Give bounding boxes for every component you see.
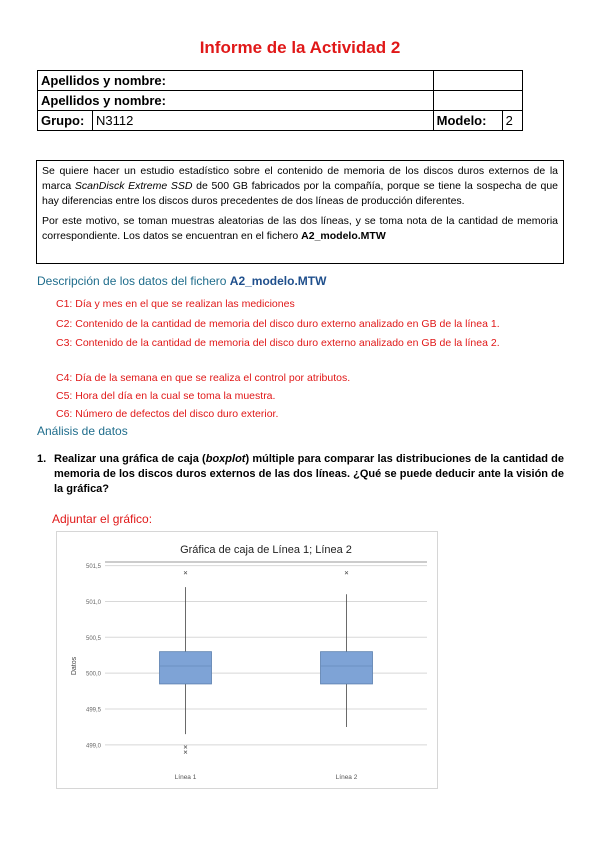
file-name: A2_modelo.MTW	[301, 230, 386, 242]
statement-text: Por este motivo, se toman muestras aleatorias de las dos líneas, y se toma nota de la cantidad de memoria correspondiente. Los datos se encuentran en el fichero	[42, 215, 558, 242]
outlier-point	[184, 751, 187, 754]
problem-statement	[36, 160, 564, 264]
data-description-heading	[37, 274, 326, 288]
column-description-c5: C5: Hora del día en la cual se toma la muestra.	[56, 390, 276, 402]
grupo-label: Grupo:	[38, 111, 93, 131]
statement-text: de 500 GB fabricados por la compañía, porque se tiene la sospecha de que hay diferencias entre los discos duros precedentes de dos líneas de producción diferentes.	[42, 180, 559, 207]
column-description-c1: C1: Día y mes en el que se realizan las mediciones	[56, 298, 295, 310]
x-tick-label: Línea 1	[174, 774, 197, 781]
grupo-value: N3112	[93, 111, 434, 131]
column-description-c6: C6: Número de defectos del disco duro exterior.	[56, 408, 279, 420]
analysis-heading: Análisis de datos	[37, 424, 128, 438]
y-tick-label: 500,5	[85, 635, 101, 642]
question-text-emphasis: boxplot	[205, 453, 246, 465]
boxplot-chart	[57, 532, 437, 788]
y-tick-label: 501,5	[85, 564, 101, 571]
modelo-label: Modelo:	[433, 111, 502, 131]
table-row	[38, 111, 523, 131]
table-row	[38, 91, 523, 111]
y-tick-label: 499,0	[85, 743, 101, 750]
outlier-point	[184, 571, 187, 574]
chart-title: Gráfica de caja de Línea 1; Línea 2	[180, 544, 352, 556]
column-description-c4: C4: Día de la semana en que se realiza el control por atributos.	[56, 372, 351, 384]
outlier-point	[184, 746, 187, 749]
apellidos-value-2[interactable]	[433, 91, 522, 111]
student-info-table	[37, 70, 523, 131]
statement-text: Se quiere hacer un estudio estadístico sobre el contenido de memoria de los discos duros externos de la marca	[42, 165, 558, 192]
apellidos-value-1[interactable]	[433, 71, 522, 91]
column-description-c3: C3: Contenido de la cantidad de memoria del disco duro externo analizado en GB de la línea 2.	[56, 337, 500, 349]
box-iqr	[160, 652, 212, 684]
table-row	[38, 71, 523, 91]
y-tick-label: 501,0	[85, 599, 101, 606]
statement-paragraph-2	[42, 214, 558, 244]
question-number: 1.	[37, 453, 47, 465]
x-tick-label: Línea 2	[335, 774, 358, 781]
boxplot-chart-container	[56, 531, 438, 789]
y-tick-label: 499,5	[85, 707, 101, 714]
statement-paragraph-1	[42, 164, 558, 209]
file-name: A2_modelo.MTW	[229, 274, 327, 288]
brand-name: ScanDisck Extreme SSD	[74, 180, 193, 192]
box-iqr	[321, 652, 373, 684]
y-tick-label: 500,0	[85, 671, 101, 678]
attach-chart-label: Adjuntar el gráfico:	[52, 512, 153, 526]
heading-text: Descripción de los datos del fichero	[37, 274, 230, 288]
question-text-part: ) múltiple para comparar las distribuciones de la cantidad de memoria de los discos duros externos de las dos líneas. ¿Qué se puede deducir ante la visión de la gráfica?	[54, 453, 564, 495]
modelo-value: 2	[502, 111, 522, 131]
question-text	[54, 452, 564, 497]
apellidos-label-1: Apellidos y nombre:	[38, 71, 434, 91]
question-1	[37, 452, 564, 497]
y-axis-label: Datos	[71, 656, 78, 676]
question-text-part: Realizar una gráfica de caja (	[54, 453, 206, 465]
column-description-c2: C2: Contenido de la cantidad de memoria del disco duro externo analizado en GB de la línea 1.	[56, 318, 500, 330]
document-title: Informe de la Actividad 2	[199, 38, 401, 57]
apellidos-label-2: Apellidos y nombre:	[38, 91, 434, 111]
outlier-point	[345, 571, 348, 574]
